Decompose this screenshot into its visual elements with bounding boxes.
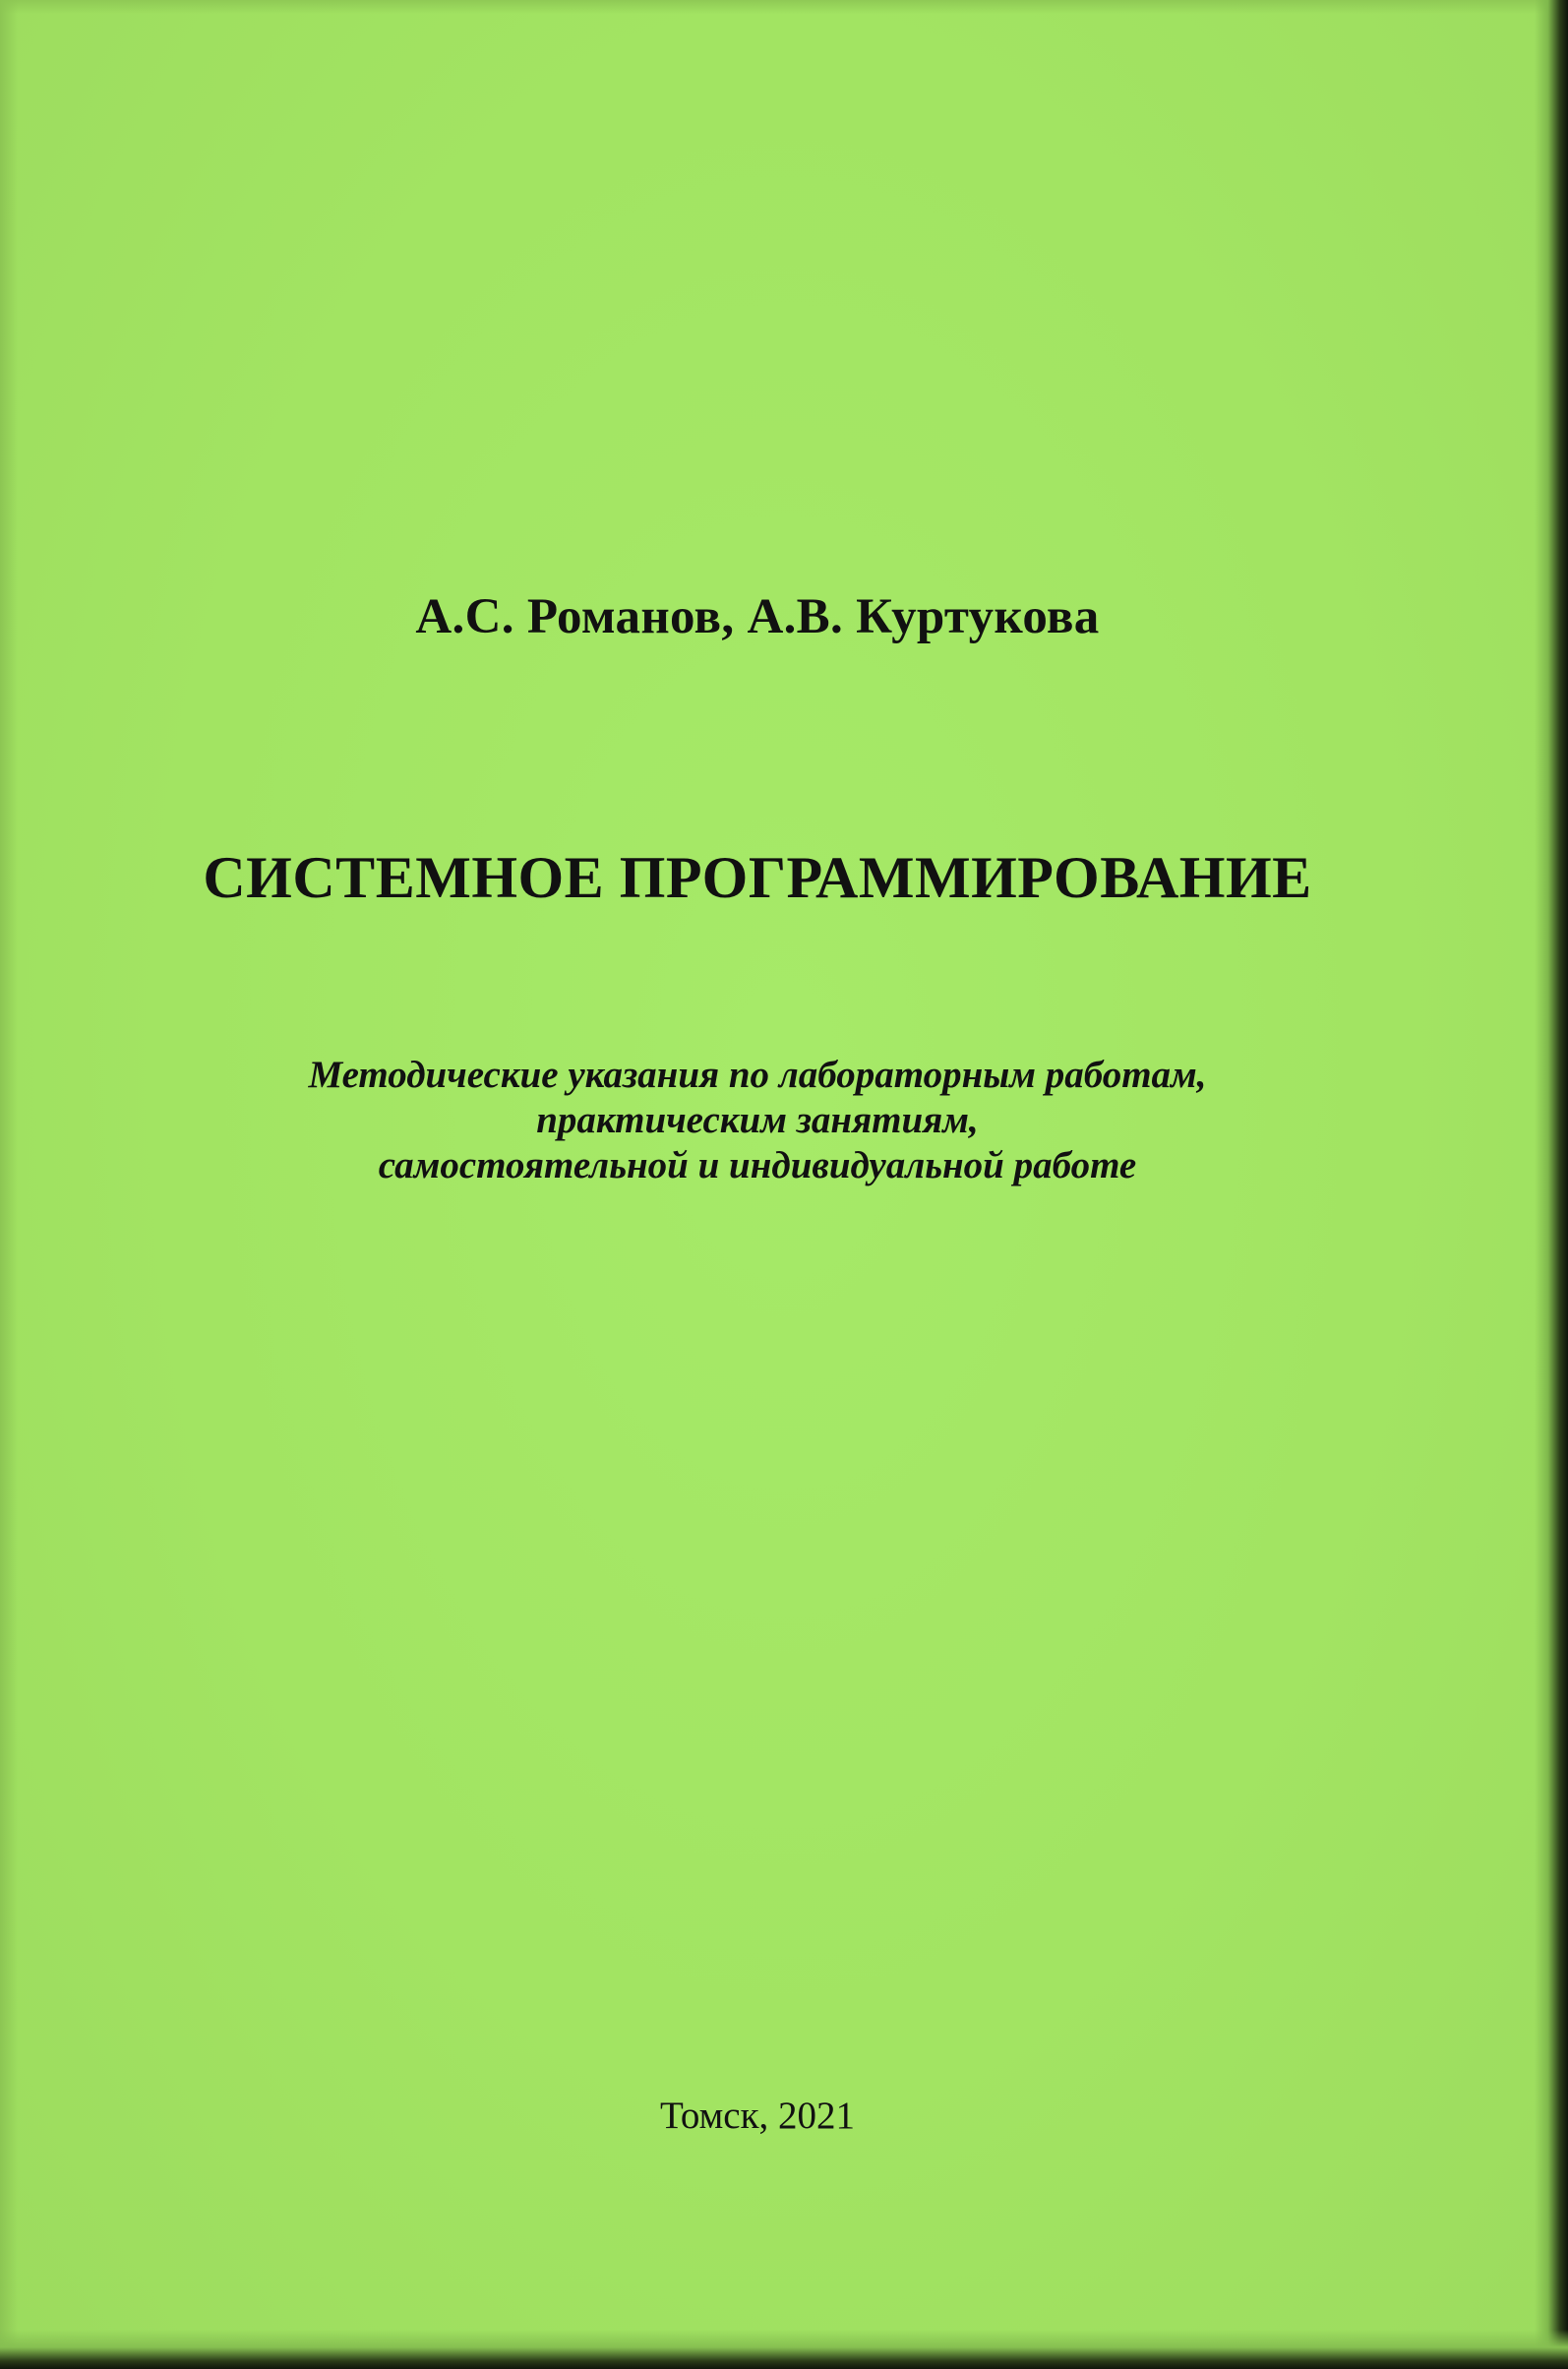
subtitle-line: практическим занятиям, — [536, 1099, 979, 1141]
place-year: Томск, 2021 — [659, 2095, 856, 2137]
scan-edge-bottom — [0, 2330, 1568, 2369]
scan-edge-top — [0, 0, 1568, 14]
subtitle-line: самостоятельной и индивидуальной работе — [378, 1144, 1137, 1186]
subtitle-line: Методические указания по лабораторным работам, — [308, 1054, 1207, 1096]
book-title: СИСТЕМНОЕ ПРОГРАММИРОВАНИЕ — [203, 845, 1312, 910]
subtitle — [0, 1053, 1515, 1188]
authors: А.С. Романов, А.В. Куртукова — [415, 589, 1100, 644]
scan-edge-right — [1535, 0, 1568, 2369]
